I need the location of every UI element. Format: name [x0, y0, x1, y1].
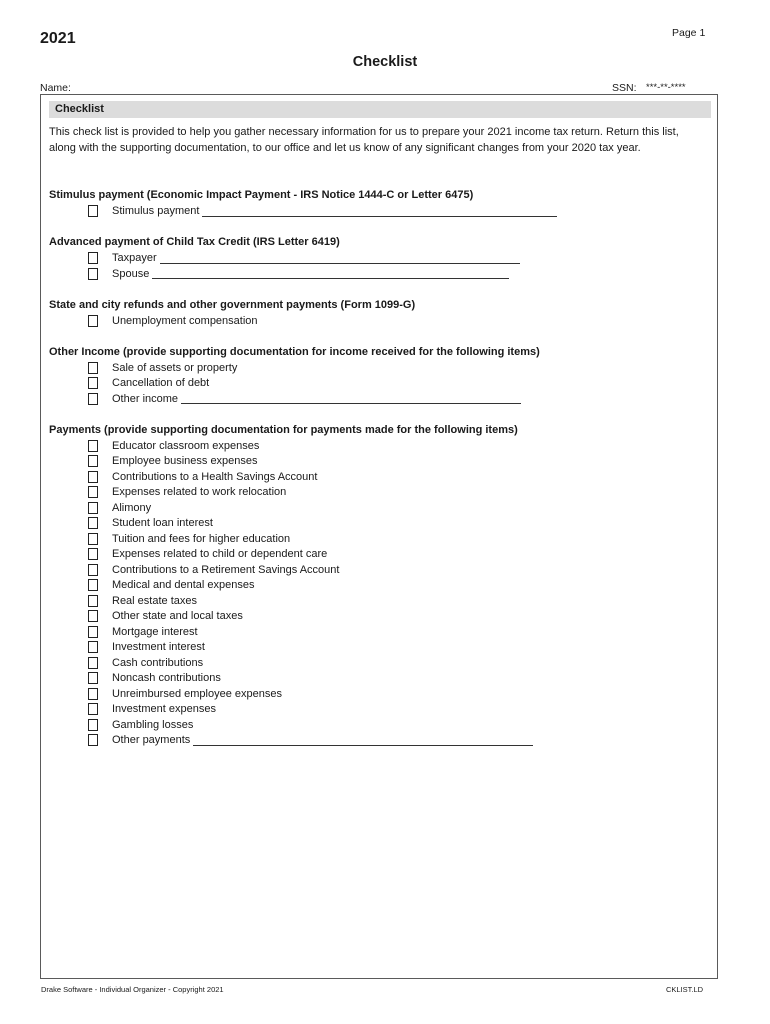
page-title: Checklist: [352, 54, 418, 70]
checklist-item: [49, 516, 711, 532]
checkbox[interactable]: [88, 252, 98, 264]
ssn-label: SSN:: [612, 82, 637, 94]
checklist-item: [49, 686, 711, 702]
checkbox[interactable]: [88, 517, 98, 529]
checklist-item: [49, 593, 711, 609]
checklist-item-label: Taxpayer: [112, 252, 157, 265]
checkbox[interactable]: [88, 564, 98, 576]
checklist-group: [49, 188, 711, 219]
checklist-item-label: Other income: [112, 392, 179, 405]
checklist-item: [49, 562, 711, 578]
fill-in-line[interactable]: [181, 393, 521, 404]
checklist-item-label: Real estate taxes: [112, 594, 197, 607]
checklist-item-label: Investment expenses: [112, 703, 216, 716]
checkbox[interactable]: [88, 471, 98, 483]
fill-in-line[interactable]: [202, 206, 557, 217]
checkbox[interactable]: [88, 719, 98, 731]
checklist-item-label: Student loan interest: [112, 517, 213, 530]
section-header-label: Checklist: [55, 103, 104, 115]
checkbox[interactable]: [88, 377, 98, 389]
tax-year: 2021: [40, 30, 76, 47]
checklist-item: [49, 438, 711, 454]
checklist-item-label: Sale of assets or property: [112, 361, 238, 374]
checklist-item-label: Gambling losses: [112, 718, 194, 731]
checklist-item: [49, 702, 711, 718]
checkbox[interactable]: [88, 610, 98, 622]
checklist-item: [49, 500, 711, 516]
checklist-item: [49, 609, 711, 625]
checkbox[interactable]: [88, 579, 98, 591]
checkbox[interactable]: [88, 734, 98, 746]
checklist-item-label: Unemployment compensation: [112, 314, 258, 327]
intro-paragraph: This check list is provided to help you gather necessary information for us to prepare your 2021 income tax return. Return this list, along with the supporting documentation, to our office and let us know of any significant changes from your 2020 tax year.: [49, 126, 679, 154]
checkbox[interactable]: [88, 703, 98, 715]
checklist-item: [49, 733, 711, 749]
section-header-bar: [49, 101, 711, 118]
checkbox[interactable]: [88, 393, 98, 405]
checkbox[interactable]: [88, 657, 98, 669]
checklist-item: [49, 717, 711, 733]
checklist-item: [49, 376, 711, 392]
checklist-group: [49, 345, 711, 407]
checklist-item: [49, 360, 711, 376]
checklist-item-label: Noncash contributions: [112, 672, 221, 685]
fill-in-line[interactable]: [152, 268, 509, 279]
checklist-item-label: Other payments: [112, 734, 191, 747]
checklist-item-label: Cash contributions: [112, 656, 204, 669]
checklist-item: [49, 624, 711, 640]
checklist-item: [49, 640, 711, 656]
checklist-item-label: Other state and local taxes: [112, 610, 243, 623]
checklist-item-label: Contributions to a Health Savings Account: [112, 470, 318, 483]
checklist-item: [49, 469, 711, 485]
checklist-item: [49, 313, 711, 329]
fill-in-line[interactable]: [160, 253, 520, 264]
checklist-item: [49, 531, 711, 547]
checklist-item: [49, 671, 711, 687]
group-spacer: [49, 329, 711, 345]
checklist-item: [49, 454, 711, 470]
checklist-group: [49, 298, 711, 329]
footer-form-code: CKLIST.LD: [666, 985, 704, 994]
group-title: Stimulus payment (Economic Impact Payment - IRS Notice 1444-C or Letter 6475): [49, 189, 474, 201]
checklist-item: [49, 204, 711, 220]
checklist-item-label: Investment interest: [112, 641, 205, 654]
checkbox[interactable]: [88, 502, 98, 514]
checklist-item-label: Expenses related to child or dependent care: [112, 548, 328, 561]
fill-in-line[interactable]: [193, 735, 533, 746]
checklist-item: [49, 547, 711, 563]
group-spacer: [49, 282, 711, 298]
checklist-item-label: Contributions to a Retirement Savings Account: [112, 563, 340, 576]
checklist-item-label: Cancellation of debt: [112, 377, 210, 390]
page-number: Page 1: [672, 27, 706, 39]
checkbox[interactable]: [88, 626, 98, 638]
checkbox[interactable]: [88, 533, 98, 545]
checklist-groups: [49, 188, 711, 748]
checklist-group: [49, 235, 711, 282]
checklist-item-label: Stimulus payment: [112, 205, 200, 218]
checkbox[interactable]: [88, 688, 98, 700]
checkbox[interactable]: [88, 455, 98, 467]
group-title: Advanced payment of Child Tax Credit (IRS Letter 6419): [49, 236, 340, 248]
group-spacer: [49, 407, 711, 423]
checklist-item-label: Employee business expenses: [112, 455, 258, 468]
ssn-value: ***-**-****: [646, 82, 686, 93]
checklist-item: [49, 266, 711, 282]
checkbox[interactable]: [88, 440, 98, 452]
group-spacer: [49, 219, 711, 235]
group-title: Payments (provide supporting documentation for payments made for the following items): [49, 423, 518, 436]
checklist-item: [49, 578, 711, 594]
checklist-item-label: Medical and dental expenses: [112, 579, 255, 592]
checkbox[interactable]: [88, 268, 98, 280]
checkbox[interactable]: [88, 315, 98, 327]
name-label: Name:: [40, 82, 71, 94]
checklist-item-label: Alimony: [112, 501, 152, 514]
checkbox[interactable]: [88, 548, 98, 560]
checkbox[interactable]: [88, 362, 98, 374]
checklist-group: [49, 423, 711, 749]
group-title: Other Income (provide supporting documentation for income received for the following items): [49, 345, 540, 358]
checklist-item: [49, 655, 711, 671]
checkbox[interactable]: [88, 641, 98, 653]
checkbox[interactable]: [88, 672, 98, 684]
checkbox[interactable]: [88, 486, 98, 498]
checklist-item-label: Expenses related to work relocation: [112, 486, 287, 499]
checklist-item-label: Unreimbursed employee expenses: [112, 687, 282, 700]
footer-copyright: Drake Software - Individual Organizer - Copyright 2021: [41, 985, 224, 994]
checklist-item-label: Tuition and fees for higher education: [112, 532, 291, 545]
checklist-item-label: Educator classroom expenses: [112, 439, 260, 452]
checkbox[interactable]: [88, 595, 98, 607]
checklist-item: [49, 485, 711, 501]
checkbox[interactable]: [88, 205, 98, 217]
checklist-item: [49, 251, 711, 267]
checklist-item-label: Mortgage interest: [112, 625, 198, 638]
checklist-item-label: Spouse: [112, 267, 150, 280]
checklist-item: [49, 391, 711, 407]
group-title: State and city refunds and other government payments (Form 1099-G): [49, 298, 416, 311]
